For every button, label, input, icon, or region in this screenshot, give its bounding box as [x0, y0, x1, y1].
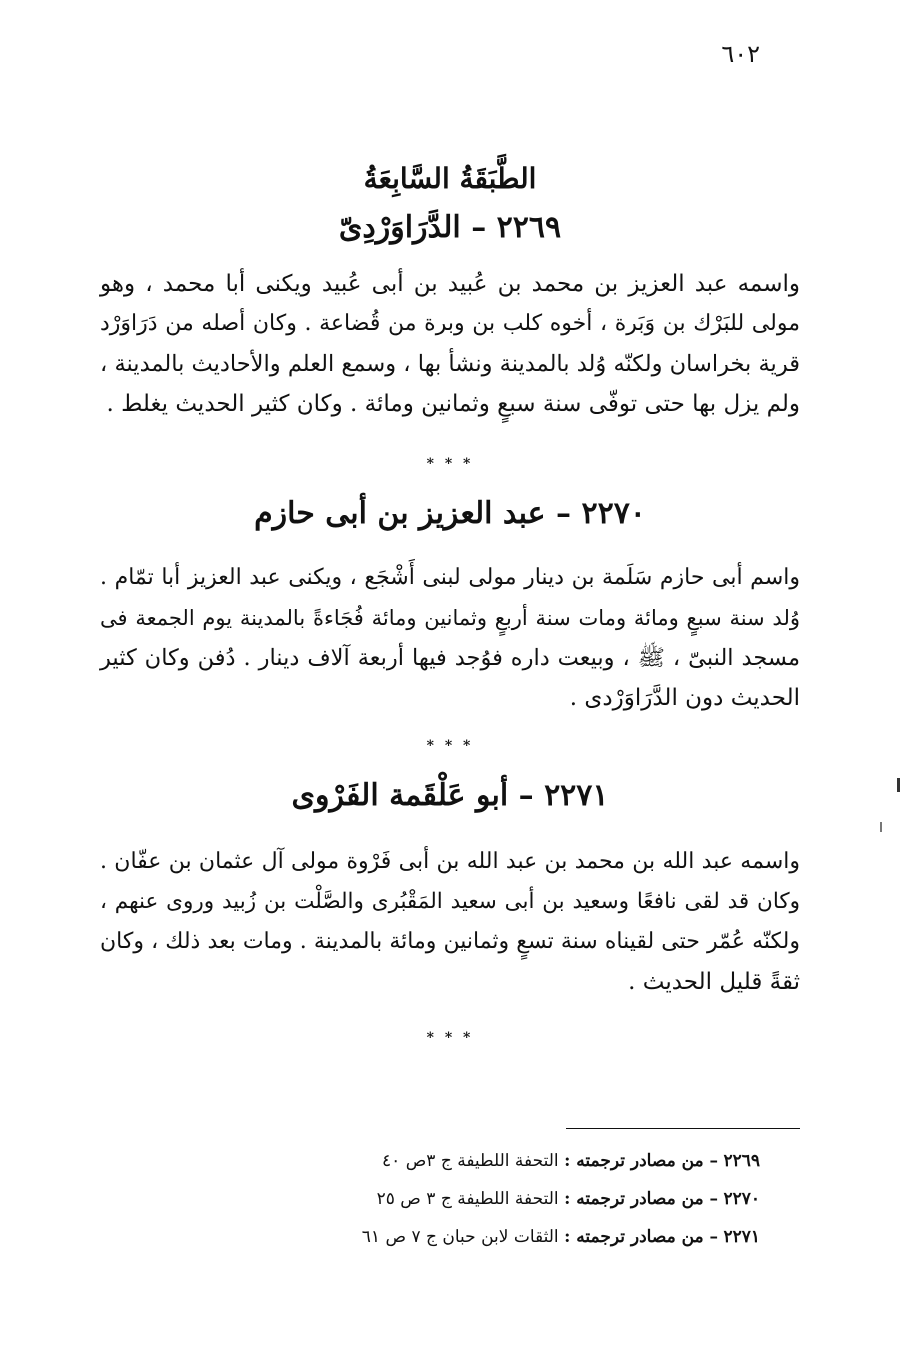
text-line: قرية بخراسان ولكنّه وُلد بالمدينة ونشأ بها ، وسمع العلم والأحاديث بالمدينة ،: [100, 351, 800, 377]
text-line: وُلد سنة سبعٍ ومائة ومات سنة أربعٍ وثمانين ومائة فُجَاءةً بالمدينة يوم الجمعة فى: [100, 606, 800, 630]
text-line: ولم يزل بها حتى توفّى سنة سبعٍ وثمانين ومائة . وكان كثير الحديث يغلط .: [106, 391, 800, 417]
entry-body-2269: [100, 264, 800, 424]
entry-heading-2270: ٢٢٧٠ – عبد العزيز بن أبى حازم: [254, 496, 646, 531]
separator: * * *: [426, 738, 474, 754]
footnote-number: ٢٢٧٠: [723, 1189, 760, 1209]
footnote-number: ٢٢٧١: [723, 1227, 760, 1247]
footnote-label: – من مصادر ترجمته :: [564, 1189, 719, 1209]
text-line: واسمه عبد العزيز بن محمد بن عُبيد بن أبى عُبيد ويكنى أبا محمد ، وهو: [100, 271, 800, 297]
scan-mark: [897, 778, 900, 792]
footnote-text: التحفة اللطيفة ج ٣ ص ٢٥: [376, 1189, 559, 1209]
footnote-text: الثقات لابن حبان ج ٧ ص ٦١: [361, 1227, 559, 1247]
footnote-2270: [290, 1180, 760, 1218]
section-title: الطَّبَقَةُ السَّابِعَةُ: [363, 162, 537, 195]
footnote-label: – من مصادر ترجمته :: [564, 1227, 719, 1247]
text-line: مولى للبَرْك بن وَبَرة ، أخوه كلب بن وبرة من قُضاعة . وكان أصله من دَرَاوَرْد: [100, 311, 800, 336]
text-line: الحديث دون الدَّرَاوَرْدى .: [569, 685, 800, 711]
entry-body-2270: [100, 558, 800, 718]
footnote-2271: [290, 1218, 760, 1256]
footnote-2269: [290, 1142, 760, 1180]
footnotes: [290, 1142, 760, 1256]
footnote-number: ٢٢٦٩: [723, 1151, 760, 1171]
text-line: واسمه عبد الله بن محمد بن عبد الله بن أبى فَرْوة مولى آل عثمان بن عفّان .: [100, 849, 800, 874]
entry-body-2271: [100, 842, 800, 1002]
separator: * * *: [426, 1030, 474, 1046]
entry-heading-2269: ٢٢٦٩ – الدَّرَاوَرْدِىّ: [338, 210, 562, 245]
page-number: ٦٠٢: [721, 40, 760, 68]
text-line: ولكنّه عُمّر حتى لقيناه سنة تسعٍ وثمانين ومائة بالمدينة . ومات بعد ذلك ، وكان: [100, 929, 800, 954]
text-line: ثقةً قليل الحديث .: [628, 969, 800, 995]
footnote-label: – من مصادر ترجمته :: [564, 1151, 719, 1171]
separator: * * *: [426, 456, 474, 472]
entry-heading-2271: ٢٢٧١ – أبو عَلْقَمة الفَرْوى: [291, 778, 609, 813]
scan-mark: [880, 822, 882, 832]
footnote-text: التحفة اللطيفة ج ٣ص ٤٠: [382, 1151, 559, 1171]
footnote-divider: [566, 1128, 800, 1129]
text-line: مسجد النبىّ ، ﷺ ، وبيعت داره فوُجد فيها أربعة آلاف دينار . دُفن وكان كثير: [100, 645, 800, 671]
text-line: واسم أبى حازم سَلَمة بن دينار مولى لبنى أَشْجَع ، ويكنى عبد العزيز أبا تمّام .: [100, 565, 800, 590]
text-line: وكان قد لقى نافعًا وسعيد بن أبى سعيد المَقْبُرى والصَّلْت بن زُبيد وروى عنهم ،: [100, 889, 800, 914]
